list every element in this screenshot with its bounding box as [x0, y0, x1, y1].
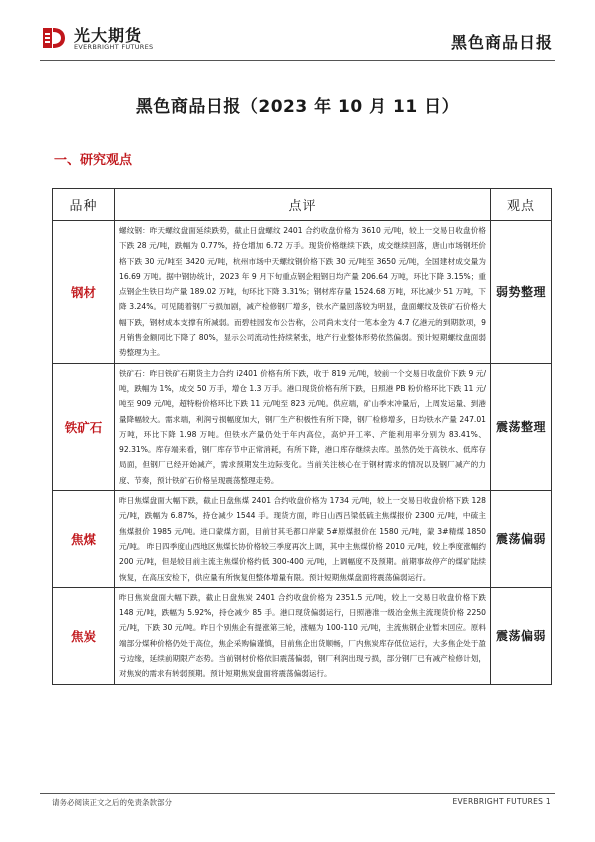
page-number: 1	[545, 797, 551, 806]
report-name: 黑色商品日报	[450, 33, 553, 52]
section-heading: 一、研究观点	[54, 153, 133, 168]
commodity-name: 焦炭	[53, 587, 115, 684]
header-divider	[40, 60, 555, 61]
commodity-comment: 昨日焦炭盘面大幅下跌，截止日盘焦炭 2401 合约收盘价格为 2351.5 元/吨，较上一交易日收盘价格下跌 148 元/吨，跌幅为 5.92%，持仓减少 85 手。港口现货偏弱运行，日照港准一级冶金焦主流现货价格 2250 元/吨，下跌 30 元/吨。昨日个别焦企有提涨第三轮，涨幅为 100-110 元/吨，主流焦钢企业暂未回应。原料端部分煤种价格仍处于高位，焦企采购偏谨慎，目前焦企出货顺畅，厂内焦炭库存低位运行，大多焦企处于盈亏边缘，延续前期限产态势。当前钢材价格依旧震荡偏弱，钢厂利润出现亏损，部分钢厂已有减产检修计划，对焦炭的需求有转弱预期。预计短期焦炭盘面将震荡偏弱运行。	[115, 587, 491, 684]
page-header	[40, 22, 555, 64]
header-commodity: 品种	[53, 189, 115, 221]
commodity-table	[52, 188, 552, 685]
table-row	[53, 221, 552, 364]
footer-brand	[452, 797, 551, 806]
header-view: 观点	[491, 189, 552, 221]
commodity-name: 铁矿石	[53, 363, 115, 490]
commodity-view: 震荡偏弱	[491, 587, 552, 684]
table-header-row	[53, 189, 552, 221]
table-row	[53, 491, 552, 588]
document-title: 黑色商品日报（2023 年 10 月 11 日）	[135, 97, 460, 117]
commodity-view: 弱势整理	[491, 221, 552, 364]
commodity-name: 焦煤	[53, 491, 115, 588]
table-row	[53, 587, 552, 684]
commodity-view: 震荡整理	[491, 363, 552, 490]
commodity-comment: 昨日焦煤盘面大幅下跌，截止日盘焦煤 2401 合约收盘价格为 1734 元/吨，较上一交易日收盘价格下跌 128 元/吨，跌幅为 6.87%，持仓减少 1544 手。现货方面，昨日山西吕梁低硫主焦煤报价 2300 元/吨，中硫主焦煤报价 1985 元/吨。进口蒙煤方面，目前甘其毛都口岸蒙 5#原煤报价在 1580 元/吨，蒙 3#精煤 1850 元/吨。 昨日四季度山西地区焦煤长协价格较三季度再次上调，其中主焦煤价格 2010 元/吨，较上季度涨幅约 200 元/吨，但是较目前主流主焦煤价格约低 300-400 元/吨，上调幅度不及预期。前期事故停产的煤矿陆续恢复，在高压安检下，供应量有所恢复但整体增量有限。预计短期焦煤盘面将震荡偏弱运行。	[115, 491, 491, 588]
commodity-comment: 铁矿石：昨日铁矿石期货主力合约 i2401 价格有所下跌，收于 819 元/吨，较前一个交易日收盘价下跌 9 元/吨，跌幅为 1%，成交 50 万手，增仓 1.3 万手。港口现货价格有所下跌，日照港 PB 粉价格环比下跌 11 元/吨至 909 元/吨，超特粉价格环比下跌 11 元/吨至 823 元/吨。供应端，矿山季末冲量后，上周发运量、到港量降幅较大。需求端，利润亏损幅度加大，钢厂生产积极性有所下降，钢厂检修增多，日均铁水产量 247.01 万吨，环比下降 1.98 万吨。但铁水产量仍处于年内高位，高炉开工率、产能利用率分别为 83.41%、92.31%。库存端来看，钢厂库存节中正常消耗，有所下降，港口库存继续去库。虽然仍处于高铁水、低库存局面，但钢厂已经开始减产，需求预期发生边际变化。当前关注核心在于钢材需求的情况以及钢厂减产的力度、节奏，预计铁矿石价格呈现震荡整理走势。	[115, 363, 491, 490]
logo-english-name: EVERBRIGHT FUTURES	[74, 43, 154, 51]
commodity-comment: 螺纹钢：昨天螺纹盘面延续跌势，截止日盘螺纹 2401 合约收盘价格为 3610 元/吨，较上一交易日收盘价格下跌 28 元/吨，跌幅为 0.77%，持仓增加 6.72 万手。现货价格继续下跌，成交继续回落，唐山市场钢坯价格下跌 30 元/吨至 3420 元/吨，杭州市场中天螺纹钢价格下跌 30 元/吨至 3650 元/吨，全国建材成交量为 16.69 万吨。据中钢协统计，2023 年 9 月下旬重点钢企粗钢日均产量 206.64 万吨，环比下降 3.15%；重点钢企生铁日均产量 189.02 万吨，旬环比下降 3.31%；钢材库存量 1524.68 万吨，环比减少 51 万吨，下降 3.24%。可见随着钢厂亏损加剧，减产检修钢厂增多，铁水产量回落较为明显，盘面螺纹及铁矿石价格大幅下跌，钢材成本支撑有所减弱。而碧桂园发布公告称，公司尚未支付一笔本金为 4.7 亿港元的到期款项，9 月销售金额同比下降了 80%，显示公司流动性持续紧张，地产行业整体形势依然偏弱。预计短期螺纹盘面弱势整理为主。	[115, 221, 491, 364]
footer-divider	[40, 793, 555, 794]
header-comment: 点评	[115, 189, 491, 221]
commodity-view: 震荡偏弱	[491, 491, 552, 588]
logo-chinese-name: 光大期货	[74, 26, 143, 45]
footer-brand-name: EVERBRIGHT FUTURES	[452, 797, 544, 806]
table-row	[53, 363, 552, 490]
commodity-name: 钢材	[53, 221, 115, 364]
everbright-logo-icon	[40, 24, 68, 52]
disclaimer-note: 请务必阅读正文之后的免责条款部分	[52, 798, 172, 807]
